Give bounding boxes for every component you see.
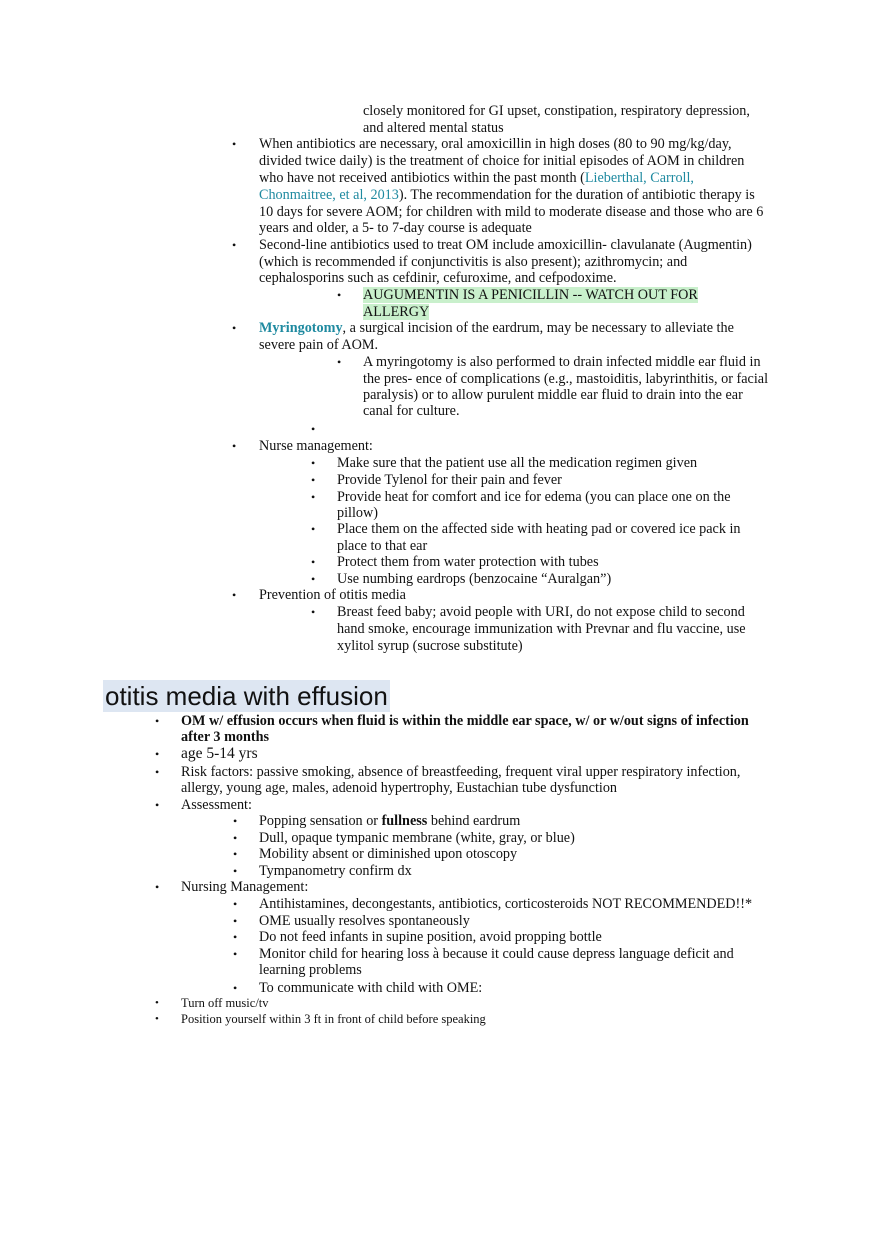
- myringotomy-line2: severe pain of AOM.: [259, 337, 378, 353]
- amoxicillin-line3: who have not received antibiotics within the past month (Lieberthal, Carroll,: [259, 170, 694, 186]
- second-line-line1: Second-line antibiotics used to treat OM include amoxicillin- clavulanate (Augmentin): [259, 237, 752, 253]
- bullet-icon: •: [155, 798, 160, 812]
- nursing-item: Antihistamines, decongestants, antibiotics, corticosteroids NOT RECOMMENDED!!*: [259, 896, 753, 912]
- bullet-icon: •: [155, 714, 160, 728]
- bullet-icon: •: [233, 847, 238, 861]
- bullet-icon: •: [337, 355, 342, 369]
- prevention-line3: xylitol syrup (sucrose substitute): [337, 638, 523, 654]
- bullet-icon: •: [155, 1013, 159, 1025]
- prevention-line2: hand smoke, encourage immunization with Prevnar and flu vaccine, use: [337, 621, 746, 637]
- bullet-icon: •: [311, 490, 316, 504]
- bullet-icon: •: [337, 288, 342, 302]
- assessment-title: Assessment:: [181, 797, 252, 813]
- amoxicillin-line5: 10 days for severe AOM; for children with mild to moderate disease and those who are 6: [259, 204, 764, 220]
- myringotomy-sub-line3: paralysis) or to allow purulent middle ear fluid to drain into the ear: [363, 387, 743, 403]
- myringotomy-term: Myringotomy: [259, 320, 343, 336]
- myringotomy-sub-line2: the pres- ence of complications (e.g., mastoiditis, labyrinthitis, or facial: [363, 371, 769, 387]
- prevention-title: Prevention of otitis media: [259, 587, 406, 603]
- bullet-icon: •: [155, 880, 160, 894]
- assessment-item: Mobility absent or diminished upon otoscopy: [259, 846, 518, 862]
- communication-tip: Position yourself within 3 ft in front of child before speaking: [181, 1012, 486, 1026]
- bullet-icon: •: [155, 765, 160, 779]
- bullet-icon: •: [311, 456, 316, 470]
- amoxicillin-line4: Chonmaitree, et al, 2013). The recommendation for the duration of antibiotic therapy is: [259, 187, 755, 203]
- nursing-item: Do not feed infants in supine position, avoid propping bottle: [259, 929, 602, 945]
- bullet-icon: •: [311, 522, 316, 536]
- amoxicillin-line2: divided twice daily) is the treatment of choice for initial episodes of AOM in children: [259, 153, 745, 169]
- second-line-line3: cephalosporins such as cefdinir, cefuroxime, and cefpodoxime.: [259, 270, 617, 286]
- bullet-icon: •: [233, 814, 238, 828]
- bullet-icon: •: [233, 897, 238, 911]
- bullet-icon: •: [155, 747, 160, 761]
- bullet-icon: •: [232, 321, 237, 335]
- bullet-icon: •: [232, 439, 237, 453]
- bullet-icon: •: [233, 930, 238, 944]
- bullet-icon: •: [232, 137, 237, 151]
- nurse-item: Provide Tylenol for their pain and fever: [337, 472, 562, 488]
- assessment-item: Popping sensation or fullness behind eardrum: [259, 813, 521, 829]
- bullet-icon: •: [233, 864, 238, 878]
- second-line-line2: (which is recommended if conjunctivitis is also present); azithromycin; and: [259, 254, 688, 270]
- ome-definition-line1: OM w/ effusion occurs when fluid is within the middle ear space, w/ or w/out signs of infection: [181, 713, 749, 729]
- nurse-item: Protect them from water protection with tubes: [337, 554, 599, 570]
- communication-tip: Turn off music/tv: [181, 996, 269, 1010]
- nurse-item: Place them on the affected side with heating pad or covered ice pack in: [337, 521, 741, 537]
- bullet-icon: •: [311, 473, 316, 487]
- bullet-icon: •: [311, 422, 316, 436]
- augmentin-warning-line1: AUGUMENTIN IS A PENICILLIN -- WATCH OUT FOR: [363, 287, 698, 303]
- nursing-item: To communicate with child with OME:: [259, 980, 483, 996]
- nursing-item-cont: learning problems: [259, 962, 362, 978]
- bullet-icon: •: [311, 605, 316, 619]
- nurse-item: Provide heat for comfort and ice for edema (you can place one on the: [337, 489, 731, 505]
- opioid-continuation-line2: and altered mental status: [363, 120, 504, 136]
- assessment-item: Tympanometry confirm dx: [259, 863, 412, 879]
- bullet-icon: •: [233, 831, 238, 845]
- myringotomy-sub-line1: A myringotomy is also performed to drain infected middle ear fluid in: [363, 354, 761, 370]
- nurse-management-title: Nurse management:: [259, 438, 373, 454]
- bullet-icon: •: [232, 238, 237, 252]
- bullet-icon: •: [233, 981, 238, 995]
- bullet-icon: •: [233, 947, 238, 961]
- citation-link[interactable]: Lieberthal, Carroll,: [584, 170, 694, 186]
- bullet-icon: •: [233, 914, 238, 928]
- nursing-item: Monitor child for hearing loss à because it could cause depress language deficit and: [259, 946, 734, 962]
- opioid-continuation-line1: closely monitored for GI upset, constipation, respiratory depression,: [363, 103, 750, 119]
- nursing-item: OME usually resolves spontaneously: [259, 913, 470, 929]
- amoxicillin-line6: years and older, a 5- to 7-day course is adequate: [259, 220, 532, 236]
- bullet-icon: •: [311, 555, 316, 569]
- myringotomy-sub-line4: canal for culture.: [363, 403, 460, 419]
- citation-link[interactable]: Chonmaitree, et al, 2013: [259, 187, 399, 203]
- bullet-icon: •: [232, 588, 237, 602]
- nursing-management-title: Nursing Management:: [181, 879, 309, 895]
- nurse-item: Use numbing eardrops (benzocaine “Auralgan”): [337, 571, 612, 587]
- assessment-item: Dull, opaque tympanic membrane (white, gray, or blue): [259, 830, 575, 846]
- ome-definition-line2: after 3 months: [181, 729, 270, 745]
- section-heading-ome: otitis media with effusion: [105, 681, 388, 711]
- risk-factors-line2: allergy, young age, males, adenoid hypertrophy, Eustachian tube dysfunction: [181, 780, 618, 796]
- bullet-icon: •: [155, 997, 159, 1009]
- prevention-line1: Breast feed baby; avoid people with URI, do not expose child to second: [337, 604, 745, 620]
- nurse-item-cont: pillow): [337, 505, 378, 521]
- risk-factors-line1: Risk factors: passive smoking, absence of breastfeeding, frequent viral upper respiratory infection,: [181, 764, 741, 780]
- nurse-item-cont: place to that ear: [337, 538, 428, 554]
- ome-age: age 5-14 yrs: [181, 745, 258, 762]
- augmentin-warning-line2: ALLERGY: [363, 304, 430, 320]
- myringotomy-line1: Myringotomy, a surgical incision of the eardrum, may be necessary to alleviate the: [259, 320, 734, 336]
- bullet-icon: •: [311, 572, 316, 586]
- amoxicillin-line1: When antibiotics are necessary, oral amoxicillin in high doses (80 to 90 mg/kg/day,: [259, 136, 732, 152]
- nurse-item: Make sure that the patient use all the medication regimen given: [337, 455, 698, 471]
